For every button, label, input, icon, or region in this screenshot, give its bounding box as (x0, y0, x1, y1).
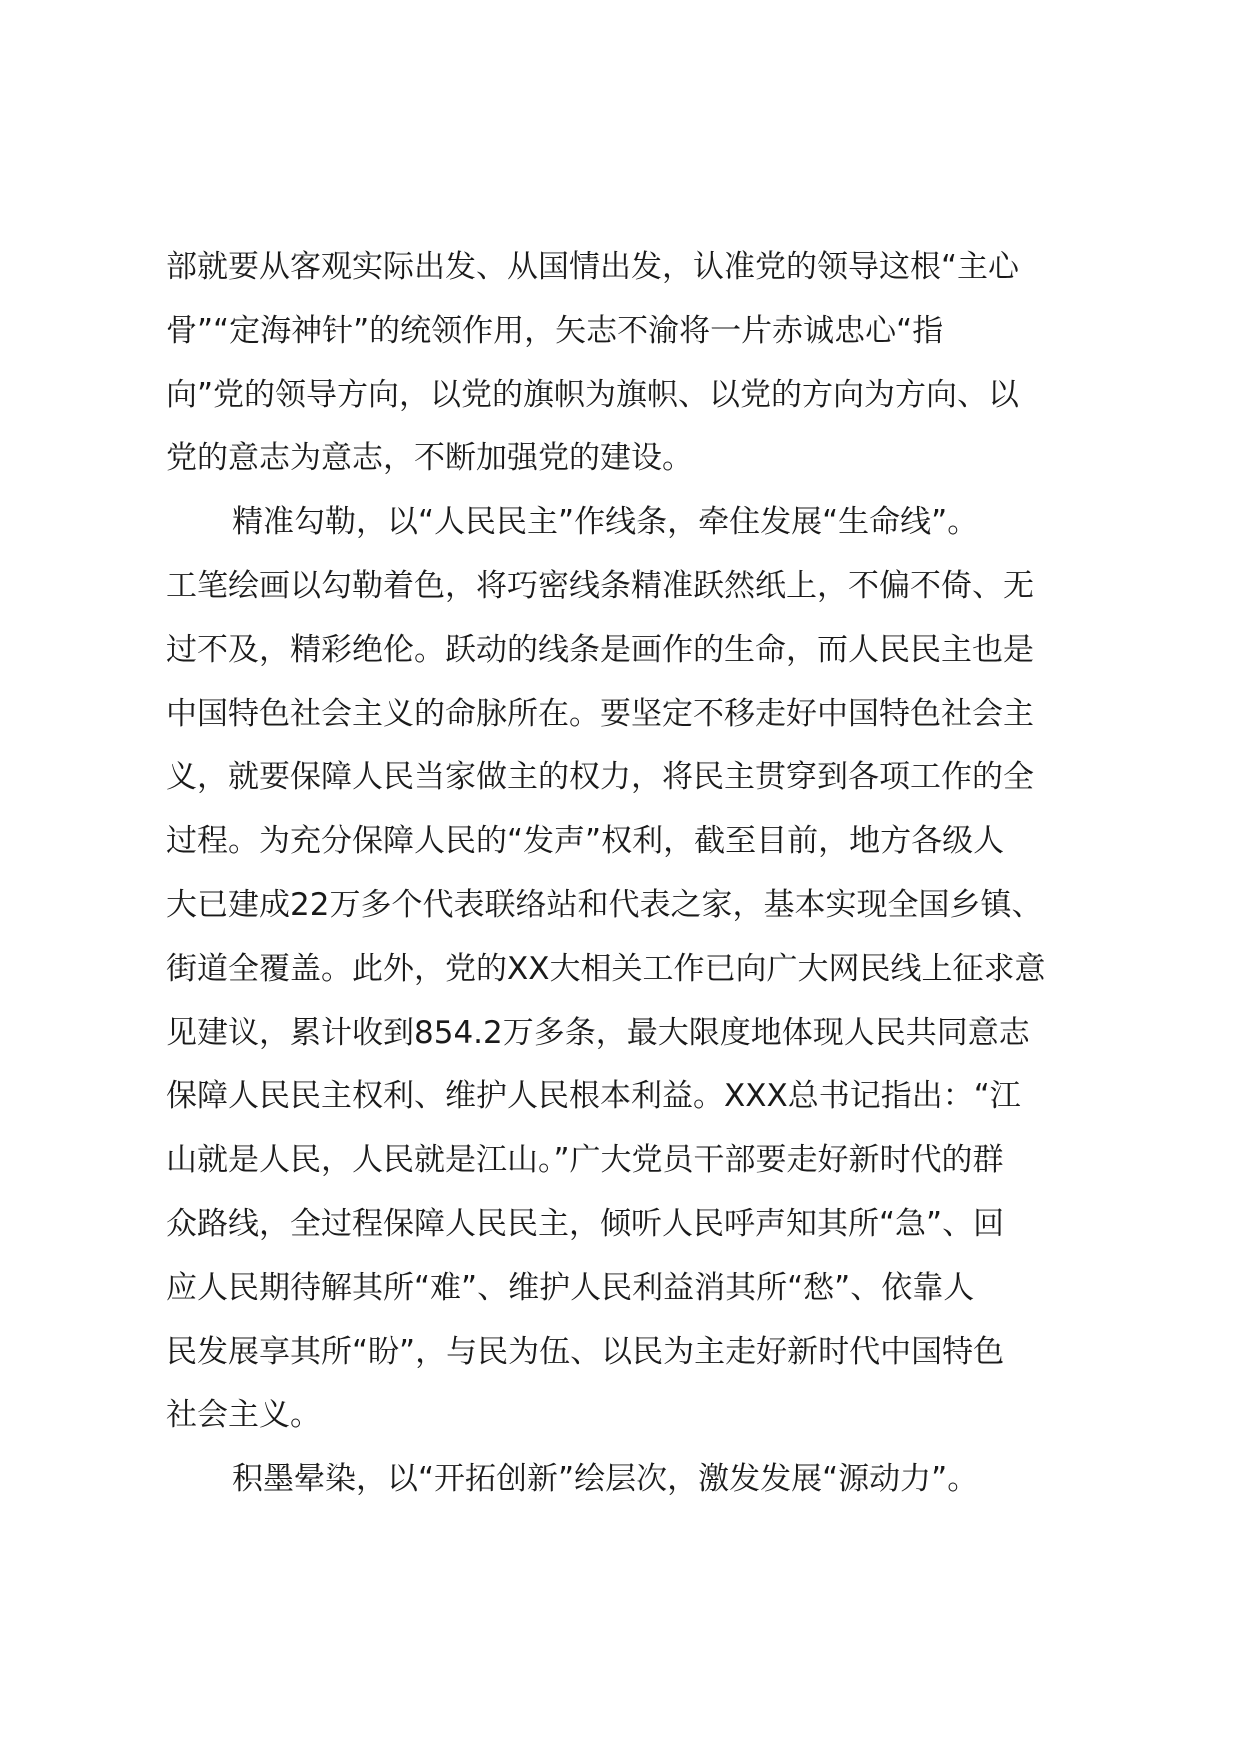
text-line: 过不及，精彩绝伦。跃动的线条是画作的生命，而人民民主也是 (166, 631, 1034, 668)
text-line: 中国特色社会主义的命脉所在。要坚定不移走好中国特色社会主 (166, 695, 1034, 732)
text-line: 山就是人民，人民就是江山。”广大党员干部要走好新时代的群 (166, 1142, 1004, 1179)
text-line: 保障人民民主权利、维护人民根本利益。XXX总书记指出：“江 (166, 1078, 1021, 1115)
body-text (166, 236, 1106, 1512)
text-line: 党的意志为意志，不断加强党的建设。 (166, 440, 693, 477)
text-line: 应人民期待解其所“难”、维护人民利益消其所“愁”、依靠人 (166, 1269, 975, 1306)
text-line: 向”党的领导方向，以党的旗帜为旗帜、以党的方向为方向、以 (166, 376, 1020, 413)
text-line: 街道全覆盖。此外，党的XX大相关工作已向广大网民线上征求意 (166, 950, 1046, 987)
text-line: 见建议，累计收到854.2万多条，最大限度地体现人民共同意志 (166, 1014, 1030, 1051)
text-line: 大已建成22万多个代表联络站和代表之家，基本实现全国乡镇、 (166, 886, 1043, 923)
text-line: 民发展享其所“盼”，与民为伍、以民为主走好新时代中国特色 (166, 1333, 1005, 1370)
paragraph-heading-line: 积墨晕染，以“开拓创新”绘层次，激发发展“源动力”。 (232, 1461, 979, 1498)
paragraph-heading-line: 精准勾勒，以“人民民主”作线条，牵住发展“生命线”。 (232, 504, 979, 541)
text-line: 众路线，全过程保障人民民主，倾听人民呼声知其所“急”、回 (166, 1205, 1005, 1242)
text-line: 骨”“定海神针”的统领作用，矢志不渝将一片赤诚忠心“指 (166, 312, 944, 349)
text-line: 工笔绘画以勾勒着色，将巧密线条精准跃然纸上，不偏不倚、无 (166, 567, 1034, 604)
text-line: 过程。为充分保障人民的“发声”权利，截至目前，地方各级人 (166, 823, 1005, 860)
text-line: 社会主义。 (166, 1397, 321, 1434)
text-line: 义，就要保障人民当家做主的权力，将民主贯穿到各项工作的全 (166, 759, 1034, 796)
text-line: 部就要从客观实际出发、从国情出发，认准党的领导这根“主心 (166, 249, 1020, 285)
